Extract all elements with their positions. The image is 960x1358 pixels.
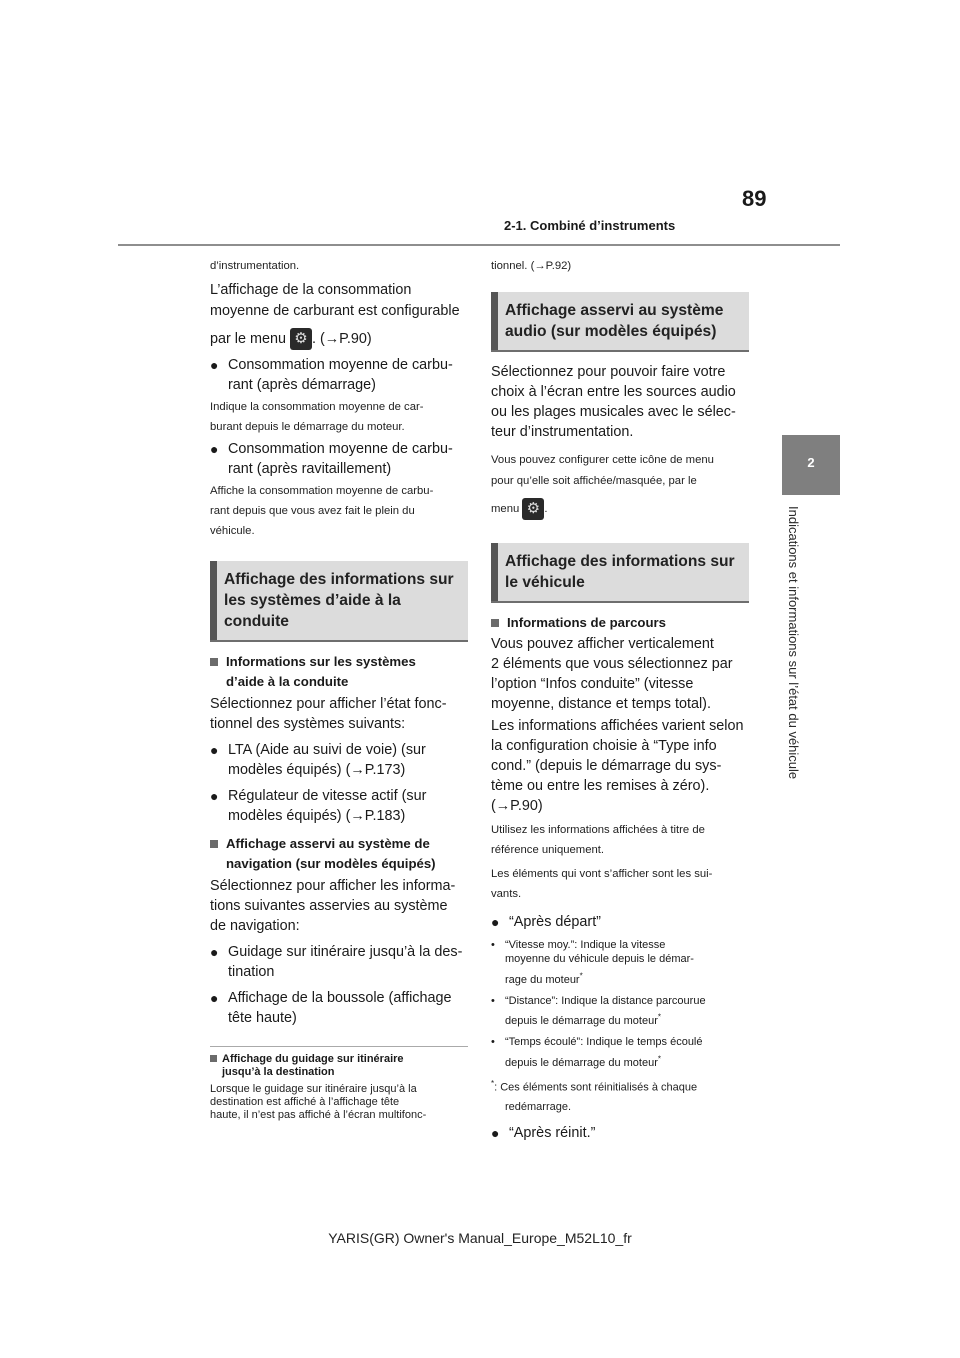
sub-list-item [491,1035,749,1073]
paragraph-line: Vous pouvez afficher verticalement [491,636,714,652]
paragraph-line: l’option “Infos conduite” (vitesse [491,676,694,692]
paragraph: d’instrumentation. [210,260,300,272]
paragraph-text: par le menu [210,331,286,347]
list-item-text: modèles équipés) (→P.183) [228,808,406,824]
note-title-text: jusqu’à la destination [222,1066,335,1078]
subheading [210,834,468,874]
list-item-text: Consommation moyenne de carbu- [228,441,453,457]
description-text: menu [491,503,520,515]
list-item-text: Régulateur de vitesse actif (sur [228,788,427,804]
list-item [210,439,468,479]
note-title [210,1053,468,1079]
section-heading [491,543,749,603]
list-item [210,786,468,826]
bullet-icon: ● [210,944,219,960]
section-heading [210,561,468,642]
sub-list-text: “Vitesse moy.”: Indique la vitesse [505,939,666,951]
subheading [210,652,468,692]
note-text: Lorsque le guidage sur itinéraire jusqu’à la [210,1083,417,1095]
list-item-text: tête haute) [228,1010,297,1026]
description: pour qu’elle soit affichée/masquée, par le [491,475,697,487]
paragraph-line: Sélectionnez pour afficher les informa- [210,878,456,894]
paragraph-line: tions suivantes asservies au système [210,898,448,914]
subheading [491,613,749,633]
list-item-text: LTA (Aide au suivi de voie) (sur [228,742,426,758]
left-column [210,256,468,1122]
list-item [210,740,468,780]
footnote-marker: * [491,1078,495,1088]
description: Indique la consommation moyenne de car- [210,401,424,413]
square-bullet-icon [210,834,226,874]
footnote-marker: * [657,1012,661,1022]
list-item-text: rant (après ravitaillement) [228,461,392,477]
sub-list-item [491,994,749,1032]
list-item-text: “Après départ” [509,914,601,930]
bullet-icon: ● [210,788,219,804]
square-bullet-icon [210,1053,222,1079]
sub-list-item [491,938,749,990]
footnote-text: redémarrage. [505,1100,572,1113]
description: rant depuis que vous avez fait le plein du [210,505,415,517]
description: Vous pouvez configurer cette icône de menu [491,454,714,466]
bullet-icon: ● [210,357,219,373]
chapter-tab: 2 [782,435,840,495]
footnote-marker: * [579,971,583,980]
subheading-text: Informations sur les systèmes [226,654,416,669]
description: Utilisez les informations affichées à titre de [491,824,705,836]
description: Affiche la consommation moyenne de carbu- [210,485,434,497]
subheading-text: Affichage asservi au système de [226,836,430,851]
paragraph: tionnel. (→P.92) [491,260,572,272]
description: référence uniquement. [491,844,605,856]
list-item [210,988,468,1028]
paragraph-line: choix à l’écran entre les sources audio [491,384,736,400]
subheading-text: Informations de parcours [507,615,667,630]
page-reference: . (→P.90) [312,331,372,347]
paragraph-line: teur d’instrumentation. [491,424,634,440]
bullet-icon: ● [210,742,219,758]
description: vants. [491,888,522,900]
paragraph-line: tionnel des systèmes suivants: [210,716,406,732]
page-reference: (→P.90) [491,798,543,814]
paragraph-line: Sélectionnez pour pouvoir faire votre [491,364,726,380]
paragraph-line: 2 éléments que vous sélectionnez par [491,656,733,672]
square-bullet-icon [491,613,507,633]
footer-text: YARIS(GR) Owner's Manual_Europe_M52L10_fr [328,1230,632,1246]
list-item-text: Consommation moyenne de carbu- [228,357,453,373]
description: véhicule. [210,525,255,537]
gear-icon: ⚙ [522,498,544,520]
paragraph-line: Sélectionnez pour afficher l’état fonc- [210,696,447,712]
heading-text: audio (sur modèles équipés) [505,323,717,340]
heading-text: conduite [224,613,289,630]
heading-text: Affichage asservi au système [505,302,724,319]
paragraph-line: moyenne, distance et temps total). [491,696,711,712]
paragraph-line: de navigation: [210,918,300,934]
list-item-text: “Après réinit.” [509,1124,596,1141]
description: burant depuis le démarrage du moteur. [210,421,405,433]
heading-text: le véhicule [505,574,585,591]
section-heading [491,292,749,352]
sub-list-text: “Distance”: Indique la distance parcourue [505,994,706,1007]
footnote-marker: * [657,1054,661,1064]
bullet-icon: ● [491,1124,500,1141]
dot-bullet-icon: • [491,1036,495,1049]
page-number: 89 [742,186,767,211]
list-item [491,1123,749,1143]
list-item-text: tination [228,964,275,980]
list-item-text: rant (après démarrage) [228,377,376,393]
description-text: . [544,503,548,515]
list-item [491,912,749,932]
list-item-text: Affichage de la boussole (affichage [228,990,452,1006]
footnote [491,1075,749,1097]
sub-list-text: “Temps écoulé”: Indique le temps écoulé [505,1036,703,1049]
gear-icon: ⚙ [290,328,312,350]
paragraph-line: L’affichage de la consommation [210,282,412,298]
list-item [210,942,468,982]
paragraph-line: ou les plages musicales avec le sélec- [491,404,736,420]
heading-text: les systèmes d’aide à la [224,592,401,609]
heading-text: Affichage des informations sur [224,571,454,588]
description: Les éléments qui vont s’afficher sont les sui- [491,868,713,880]
paragraph-line: la configuration choisie à “Type info [491,738,717,754]
paragraph-line: tème ou entre les remises à zéro). [491,778,710,794]
footnote-text: : Ces éléments sont réinitialisés à chaque [494,1081,698,1094]
bullet-icon: ● [210,441,219,457]
section-header: 2-1. Combiné d’instruments [504,218,676,233]
heading-text: Affichage des informations sur [505,553,735,570]
subheading-text: d’aide à la conduite [226,674,349,689]
list-item-text: modèles équipés) (→P.173) [228,762,406,778]
bullet-icon: ● [210,990,219,1006]
list-item-text: Guidage sur itinéraire jusqu’à la des- [228,944,463,960]
list-item [210,355,468,395]
note-title-text: Affichage du guidage sur itinéraire [222,1053,404,1065]
dot-bullet-icon: • [491,939,495,951]
chapter-title-text: Indications et informations sur l’état du véhicule [786,506,801,780]
right-column [491,256,749,1143]
sub-list-text: moyenne du véhicule depuis le démar- [505,953,694,965]
dot-bullet-icon: • [491,994,495,1007]
paragraph-line: moyenne de carburant est configurable [210,303,460,319]
sub-list-text: rage du moteur [505,973,580,986]
paragraph-line: cond.” (depuis le démarrage du sys- [491,758,722,774]
chapter-title-vertical [785,506,805,796]
paragraph-line: Les informations affichées varient selon [491,718,744,734]
bullet-icon: ● [491,914,500,930]
square-bullet-icon [210,652,226,692]
sub-list-text: depuis le démarrage du moteur [505,1015,658,1028]
note-text: haute, il n’est pas affiché à l’écran multifonc- [210,1109,427,1121]
note-text: destination est affiché à l’affichage tête [210,1096,400,1108]
subheading-text: navigation (sur modèles équipés) [226,856,436,871]
sub-list-text: depuis le démarrage du moteur [505,1056,658,1069]
header-divider [118,244,840,246]
